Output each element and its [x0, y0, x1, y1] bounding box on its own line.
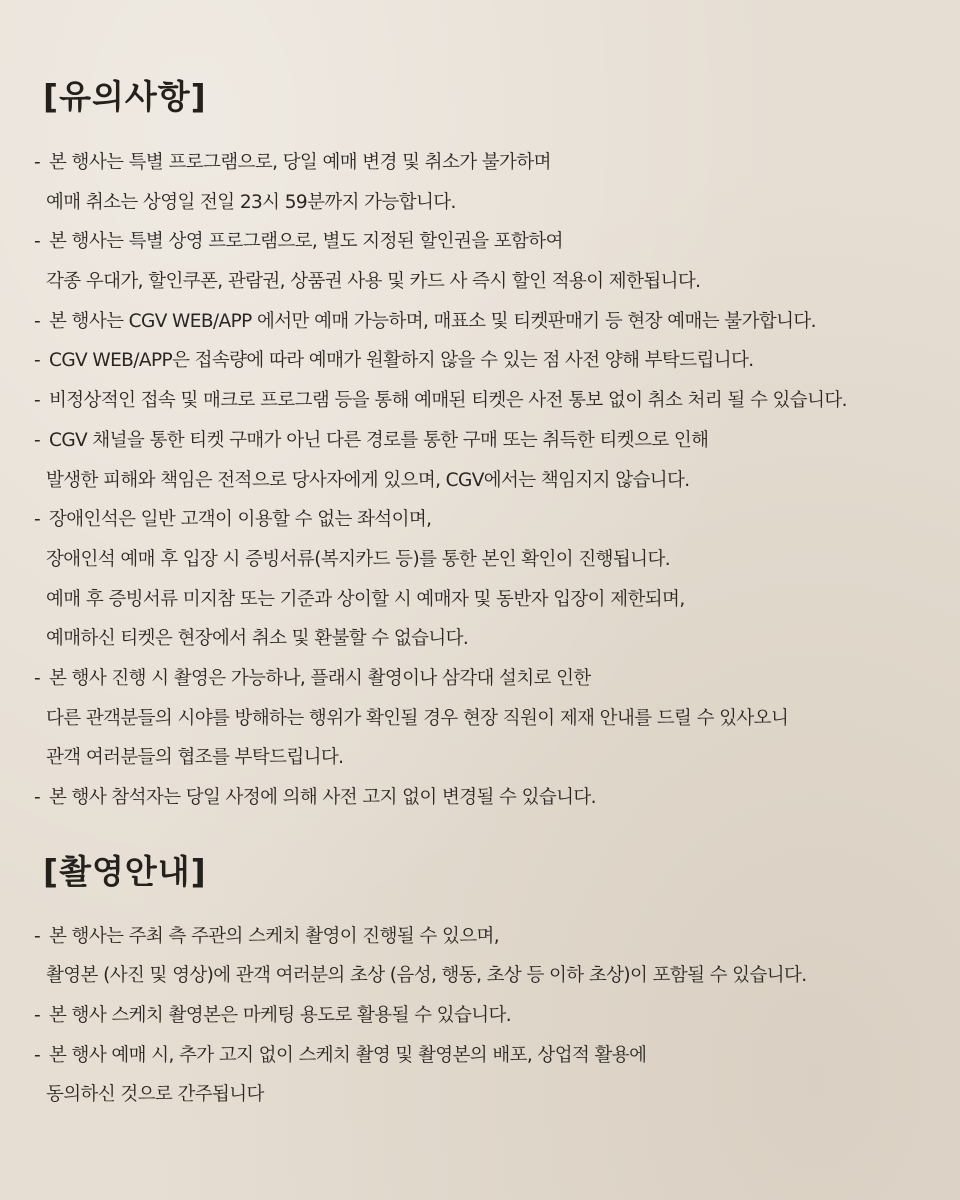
notice-list-item — [30, 381, 960, 421]
bullet-dash: - — [34, 390, 41, 412]
list-item-text: CGV 채널을 통한 티켓 구매가 아닌 다른 경로를 통한 구매 또는 취득한 티켓으로 인해 — [49, 429, 709, 451]
list-item-continuation-line — [30, 619, 960, 659]
bullet-dash: - — [34, 350, 41, 372]
bullet-dash: - — [34, 1044, 41, 1066]
list-item-text: CGV WEB/APP은 접속량에 따라 예매가 원활하지 않을 수 있는 점 사전 양해 부탁드립니다. — [49, 350, 754, 372]
list-item-text: 발생한 피해와 책임은 전적으로 당사자에게 있으며, CGV에서는 책임지지 않습니다. — [46, 469, 690, 491]
list-item-line — [30, 381, 960, 421]
list-item-line — [30, 1036, 960, 1076]
bullet-dash: - — [34, 429, 41, 451]
list-item-text: 장애인석은 일반 고객이 이용할 수 없는 좌석이며, — [49, 509, 432, 531]
notice-list-item — [30, 778, 960, 818]
list-item-continuation-line — [30, 1075, 960, 1115]
list-item-text: 장애인석 예매 후 입장 시 증빙서류(복지카드 등)를 통한 본인 확인이 진행됩니다. — [46, 548, 670, 570]
list-item-text: 다른 관객분들의 시야를 방해하는 행위가 확인될 경우 현장 직원이 제재 안내를 드릴 수 있사오니 — [46, 707, 789, 729]
list-item-text: 본 행사는 CGV WEB/APP 에서만 예매 가능하며, 매표소 및 티켓판매기 등 현장 예매는 불가합니다. — [49, 310, 816, 332]
list-item-continuation-line — [30, 956, 960, 996]
list-item-line — [30, 143, 960, 183]
list-item-text: 예매 후 증빙서류 미지참 또는 기준과 상이할 시 예매자 및 동반자 입장이 제한되며, — [46, 588, 685, 610]
list-item-line — [30, 917, 960, 957]
list-item-text: 본 행사는 주최 측 주관의 스케치 촬영이 진행될 수 있으며, — [49, 925, 500, 947]
list-item-line — [30, 996, 960, 1036]
list-item-line — [30, 500, 960, 540]
list-item-continuation-line — [30, 699, 960, 739]
notice-list-item — [30, 143, 960, 222]
list-item-text: 예매하신 티켓은 현장에서 취소 및 환불할 수 없습니다. — [46, 628, 469, 650]
list-item-text: 예매 취소는 상영일 전일 23시 59분까지 가능합니다. — [46, 191, 456, 213]
list-item-continuation-line — [30, 540, 960, 580]
notice-section-title: [유의사항] — [43, 77, 207, 116]
list-item-line — [30, 302, 960, 342]
list-item-continuation-line — [30, 738, 960, 778]
list-item-text: 촬영본 (사진 및 영상)에 관객 여러분의 초상 (음성, 행동, 초상 등 이하 초상)이 포함될 수 있습니다. — [46, 965, 807, 987]
bullet-dash: - — [34, 509, 41, 531]
list-item-text: 관객 여러분들의 협조를 부탁드립니다. — [46, 747, 344, 769]
bullet-dash: - — [34, 667, 41, 689]
list-item-text: 본 행사는 특별 상영 프로그램으로, 별도 지정된 할인권을 포함하여 — [49, 231, 563, 253]
list-item-text: 본 행사는 특별 프로그램으로, 당일 예매 변경 및 취소가 불가하며 — [49, 152, 551, 173]
notice-list-item — [30, 222, 960, 301]
notice-list-item — [30, 421, 960, 500]
notice-list — [30, 143, 960, 818]
list-item-text: 본 행사 진행 시 촬영은 가능하나, 플래시 촬영이나 삼각대 설치로 인한 — [49, 667, 591, 689]
bullet-dash: - — [34, 231, 41, 253]
filming-list-item — [30, 996, 960, 1036]
list-item-line — [30, 341, 960, 381]
filming-list-item — [30, 917, 960, 996]
notice-list-item — [30, 659, 960, 778]
bullet-dash: - — [34, 1005, 41, 1027]
filming-section-title: [촬영안내] — [43, 851, 207, 891]
list-item-line — [30, 222, 960, 262]
list-item-text: 각종 우대가, 할인쿠폰, 관람권, 상품권 사용 및 카드 사 즉시 할인 적용이 제한됩니다. — [46, 271, 701, 293]
list-item-continuation-line — [30, 262, 960, 302]
filming-list-item — [30, 1036, 960, 1115]
list-item-continuation-line — [30, 461, 960, 501]
list-item-text: 동의하신 것으로 간주됩니다 — [46, 1084, 264, 1106]
notice-list-item — [30, 500, 960, 659]
list-item-line — [30, 421, 960, 461]
list-item-line — [30, 659, 960, 699]
list-item-text: 본 행사 스케치 촬영본은 마케팅 용도로 활용될 수 있습니다. — [49, 1005, 512, 1027]
notice-list-item — [30, 341, 960, 381]
bullet-dash: - — [34, 925, 41, 947]
list-item-continuation-line — [30, 183, 960, 223]
bullet-dash: - — [34, 152, 41, 173]
list-item-continuation-line — [30, 580, 960, 620]
list-item-text: 본 행사 예매 시, 추가 고지 없이 스케치 촬영 및 촬영본의 배포, 상업적 활용에 — [49, 1044, 647, 1066]
list-item-text: 본 행사 참석자는 당일 사정에 의해 사전 고지 없이 변경될 수 있습니다. — [49, 787, 596, 808]
list-item-line — [30, 778, 960, 818]
notice-list-item — [30, 302, 960, 342]
list-item-text: 비정상적인 접속 및 매크로 프로그램 등을 통해 예매된 티켓은 사전 통보 없이 취소 처리 될 수 있습니다. — [49, 390, 847, 412]
filming-list — [30, 917, 960, 1115]
bullet-dash: - — [34, 310, 41, 332]
bullet-dash: - — [34, 787, 41, 808]
